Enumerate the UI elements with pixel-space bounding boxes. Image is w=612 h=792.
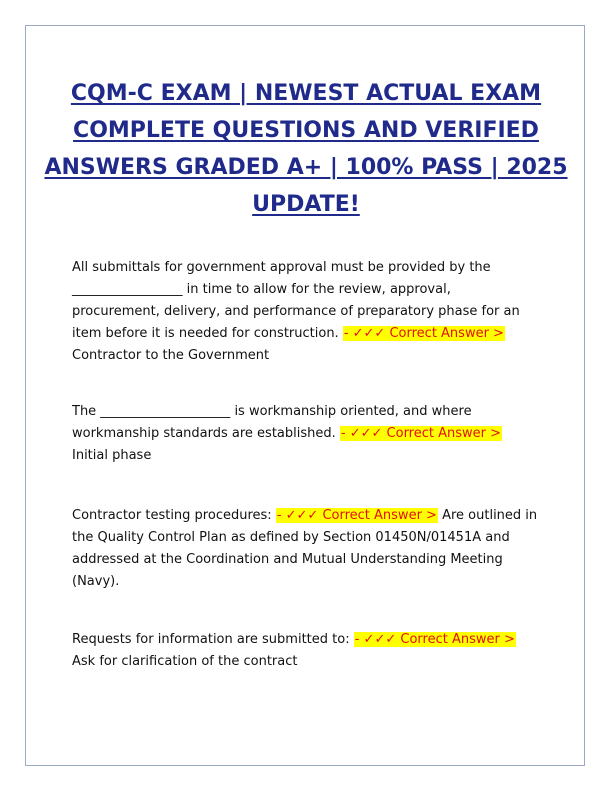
- answer-text: Initial phase: [72, 448, 152, 463]
- correct-answer-tag: - ✓✓✓ Correct Answer >: [276, 508, 437, 523]
- qa-item: [72, 629, 542, 673]
- correct-answer-tag: - ✓✓✓ Correct Answer >: [340, 426, 502, 441]
- document-title: CQM-C EXAM | NEWEST ACTUAL EXAM COMPLETE QUESTIONS AND VERIFIED ANSWERS GRADED A+ | 100% PASS | 2025 UPDATE!: [44, 81, 568, 217]
- question-text: Contractor testing procedures:: [72, 508, 272, 523]
- qa-item: [72, 401, 542, 467]
- question-text: Requests for information are submitted to:: [72, 632, 350, 647]
- answer-text: Are outlined in the Quality Control Plan as defined by Section 01450N/01451A and addressed at the Coordination and Mutual Understanding Meeting (Navy).: [72, 508, 538, 589]
- question-text: All submittals for government approval must be provided by the _________________ in time to allow for the review, approval, procurement, delivery, and performance of preparatory phase for an item before it is needed for construction.: [72, 260, 520, 341]
- correct-answer-tag: - ✓✓✓ Correct Answer >: [343, 326, 504, 341]
- answer-text: Ask for clarification of the contract: [72, 654, 298, 669]
- qa-item: [72, 505, 542, 593]
- qa-item: [72, 257, 542, 367]
- answer-text: Contractor to the Government: [72, 348, 270, 363]
- question-text: The ____________________ is workmanship oriented, and where workmanship standards are established.: [72, 404, 472, 441]
- correct-answer-tag: - ✓✓✓ Correct Answer >: [354, 632, 515, 647]
